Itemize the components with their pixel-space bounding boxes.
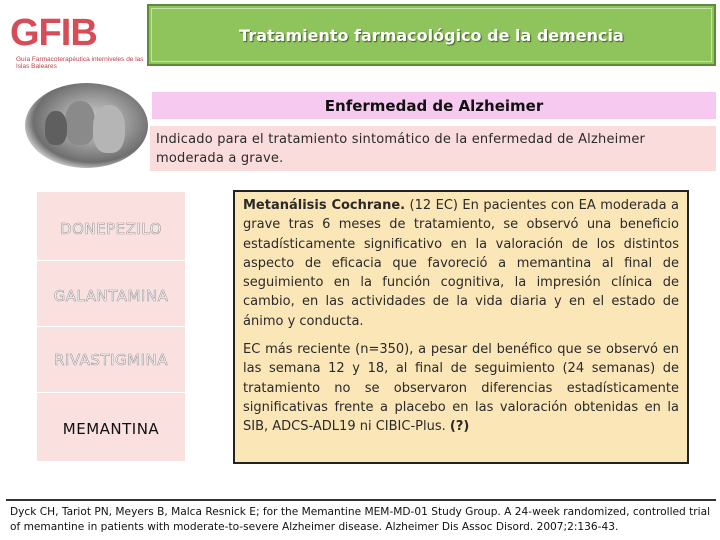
elderly-faces-photo xyxy=(25,83,148,168)
indication-text: Indicado para el tratamiento sintomático de la enfermedad de Alzheimer moderada a grave. xyxy=(150,126,716,171)
evidence-body-2: EC más reciente (n=350), a pesar del benéfico que se observó en las semana 12 y 18, al final de seguimiento (24 semanas) de tratamiento no se observaron diferencias estadísticamente significativas frente a placebo en las valoración obtenidas en la SIB, ADCS-ADL19 ni CIBIC-Plus. xyxy=(243,342,679,435)
footer-divider xyxy=(6,499,716,501)
face-shape xyxy=(45,111,67,145)
drug-galantamina: GALANTAMINA xyxy=(53,287,169,305)
drug-divider xyxy=(37,260,185,261)
page-title: Tratamiento farmacológico de la demencia xyxy=(239,25,624,45)
reference-citation: Dyck CH, Tariot PN, Meyers B, Malca Resnick E; for the Memantine MEM-MD-01 Study Group. A 24-week randomized, controlled trial of memantine in patients with moderate-to-severe Alzheimer disease. Alzheimer Dis Assoc Disord. 2007;2:136-43. xyxy=(10,506,711,533)
logo-mark: GFIB xyxy=(10,12,97,54)
drug-rivastigmina: RIVASTIGMINA xyxy=(54,351,168,369)
evidence-paragraph-2 xyxy=(243,340,679,436)
drug-divider xyxy=(37,326,185,327)
gfib-logo xyxy=(4,4,144,74)
evidence-body-1: (12 EC) En pacientes con EA moderada a grave tras 6 meses de tratamiento, se observó una beneficio estadísticamente significativo en la valoración de los distintos aspecto de eficacia que favoreció a memantina al final de seguimiento en la función cognitiva, la impresión clínica de cambio, en las actividades de la vida diaria y en el estado de ánimo y conducta. xyxy=(243,198,680,329)
evidence-reference-marker: (?) xyxy=(449,419,470,435)
logo-subtitle: Guía Farmacoterapéutica interniveles de las Islas Baleares xyxy=(16,56,144,70)
title-banner xyxy=(147,4,716,66)
section-subtitle-bar xyxy=(152,92,716,119)
drug-memantina: MEMANTINA xyxy=(62,420,160,438)
face-shape xyxy=(65,101,95,145)
evidence-paragraph-1 xyxy=(243,196,679,331)
drug-donepezilo: DONEPEZILO xyxy=(60,220,162,238)
drug-list xyxy=(37,192,185,461)
evidence-lead: Metanálisis Cochrane. xyxy=(243,198,406,213)
face-shape xyxy=(93,105,125,153)
drug-divider xyxy=(37,392,185,393)
section-subtitle: Enfermedad de Alzheimer xyxy=(324,96,544,115)
evidence-box xyxy=(233,190,689,464)
